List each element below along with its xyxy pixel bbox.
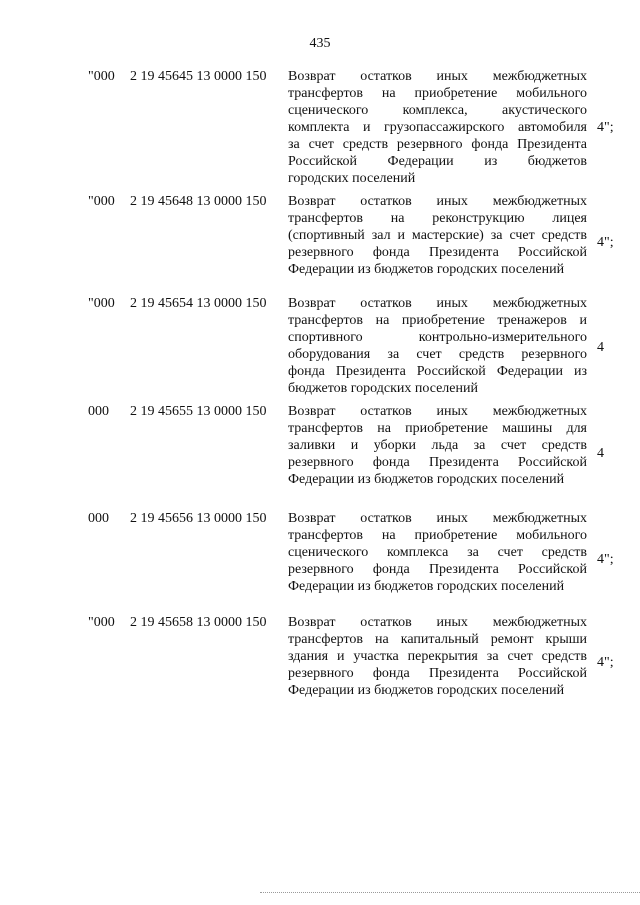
description-line: резервного фонда Президента Российской [288,562,587,577]
description-line: Российской Федерации из бюджетов [288,154,587,169]
code-prefix: "000 [88,615,115,630]
description-line: оборудования за счет средств резервного [288,347,587,362]
description-line: трансфертов на приобретение тренажеров и [288,313,587,328]
description-line: резервного фонда Президента Российской [288,245,587,260]
description-line: Федерации из бюджетов городских поселений [288,472,565,487]
column-value: 4"; [597,235,614,250]
row-description [288,510,587,595]
column-value: 4 [597,446,604,461]
description-line: сценического комплекса за счет средств [288,545,587,560]
code-prefix: "000 [88,69,115,84]
description-line: Возврат остатков иных межбюджетных [288,615,587,630]
column-value: 4"; [597,552,614,567]
row-description [288,193,587,278]
description-line: трансфертов на реконструкцию лицея [288,211,587,226]
column-value: 4 [597,340,604,355]
row-description [288,295,587,397]
description-line: Возврат остатков иных межбюджетных [288,404,587,419]
code-prefix: 000 [88,404,109,419]
budget-code: 2 19 45654 13 0000 150 [130,296,267,311]
description-line: спортивного контрольно-измерительного [288,330,587,345]
row-description [288,403,587,488]
description-line: Возврат остатков иных межбюджетных [288,511,587,526]
description-line: бюджетов городских поселений [288,381,478,396]
description-line: трансфертов на приобретение машины для [288,421,587,436]
row-description [288,68,587,187]
column-value: 4"; [597,655,614,670]
description-line: комплекта и грузопассажирского автомобиля [288,120,587,135]
description-line: трансфертов на приобретение мобильного [288,86,587,101]
code-prefix: "000 [88,296,115,311]
description-line: за счет средств резервного фонда Президента [288,137,587,152]
scan-edge-divider [260,892,640,893]
row-description [288,614,587,699]
budget-code: 2 19 45658 13 0000 150 [130,615,267,630]
description-line: трансфертов на капитальный ремонт крыши [288,632,587,647]
description-line: Федерации из бюджетов городских поселений [288,262,565,277]
description-line: Федерации из бюджетов городских поселений [288,683,565,698]
description-line: сценического комплекса, акустического [288,103,587,118]
description-line: Возврат остатков иных межбюджетных [288,296,587,311]
description-line: городских поселений [288,171,416,186]
code-prefix: 000 [88,511,109,526]
budget-code: 2 19 45656 13 0000 150 [130,511,267,526]
budget-code: 2 19 45645 13 0000 150 [130,69,267,84]
description-line: резервного фонда Президента Российской [288,666,587,681]
budget-code: 2 19 45655 13 0000 150 [130,404,267,419]
description-line: трансфертов на приобретение мобильного [288,528,587,543]
description-line: Федерации из бюджетов городских поселений [288,579,565,594]
page-number: 435 [309,36,331,51]
description-line: Возврат остатков иных межбюджетных [288,69,587,84]
code-prefix: "000 [88,194,115,209]
description-line: здания и участка перекрытия за счет средств [288,649,587,664]
description-line: резервного фонда Президента Российской [288,455,587,470]
column-value: 4"; [597,120,614,135]
description-line: Возврат остатков иных межбюджетных [288,194,587,209]
description-line: фонда Президента Российской Федерации из [288,364,587,379]
budget-code: 2 19 45648 13 0000 150 [130,194,267,209]
description-line: (спортивный зал и мастерские) за счет средств [288,228,587,243]
description-line: заливки и уборки льда за счет средств [288,438,587,453]
